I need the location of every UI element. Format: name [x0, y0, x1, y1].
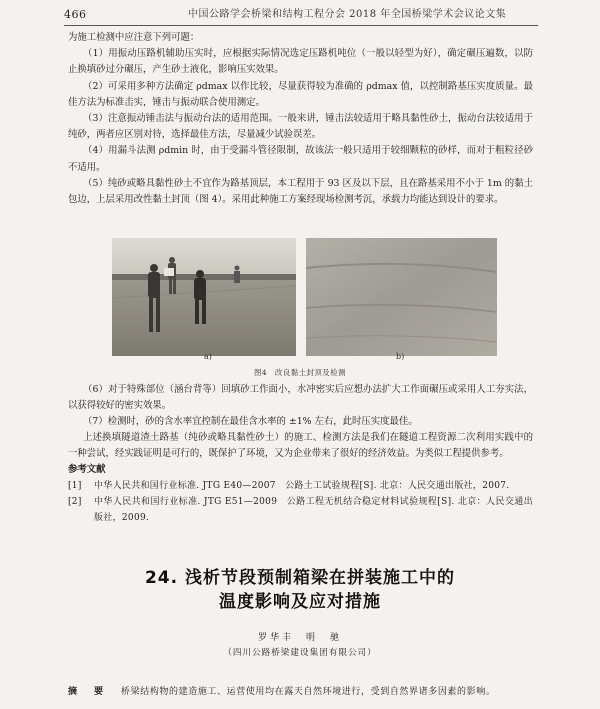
figure-4	[112, 238, 510, 358]
abstract	[68, 684, 538, 697]
running-title: 中国公路学会桥梁和结构工程分会 2018 年全国桥梁学术会议论文集	[188, 9, 507, 20]
list-item: （7）检测时，砂的含水率宜控制在最佳含水率的 ±1% 左右，此时压实度最佳。	[83, 416, 418, 427]
figure-label-b: b)	[396, 352, 405, 361]
article-title	[0, 566, 600, 614]
list-item: （2）可采用多种方法确定 ρdmax 以作比较，尽量获得较为准确的 ρdmax 值，以控制路基压实度质量。最佳方法为标准击实，锤击与振动联合使用测定。	[68, 80, 533, 108]
page-number: 466	[64, 8, 87, 21]
photo-b-image	[306, 238, 497, 356]
intro-paragraph: 为施工检测中应注意下列可题：	[68, 32, 200, 43]
list-item: （4）用漏斗法测 ρdmin 时，由于受漏斗管径限制，故该法一般只适用于较细颗粒的砂样，而对于粗粒径砂不适用。	[68, 145, 533, 173]
reference-text: 中华人民共和国行业标准. JTG E51—2009 公路工程无机结合稳定材料试验规程[S]. 北京：人民交通出版社，2009.	[94, 497, 533, 523]
conclusion-paragraph: 上述换填隧道渣土路基（纯砂或略具黏性砂土）的施工、检测方法是我们在隧道工程资源二次利用实践中的一种尝试，经实践证明是可行的，既保护了环境，又为企业带来了很好的经济效益。为类似工程提供参考。	[68, 432, 533, 459]
reference-item	[68, 494, 533, 526]
photo-a-image	[112, 238, 296, 356]
photo-a	[112, 238, 296, 356]
list-item: （6）对于特殊部位（涵台背等）回填砂工作面小，水冲密实后应想办法扩大工作面碾压或采用人工夯实法，以获得较好的密实效果。	[68, 384, 533, 411]
body-text-lower	[68, 382, 533, 526]
header-rule	[64, 25, 538, 26]
body-text-upper	[68, 30, 533, 208]
running-header	[64, 7, 538, 23]
affiliation: （四川公路桥梁建设集团有限公司）	[223, 648, 377, 658]
list-item: （3）注意振动锤击法与振动台法的适用范围。一般来讲，锤击法较适用于略具黏性砂土，振动台法较适用于纯砂，两者应区别对待，选择最佳方法，尽量减少试验误差。	[68, 113, 533, 141]
abstract-label: 摘 要	[68, 687, 108, 697]
abstract-text: 桥梁结构物的建造施工、运营使用均在露天自然环境进行，受到自然界诸多因素的影响。	[121, 687, 496, 697]
figure-label-a: a)	[204, 352, 212, 361]
article-title-line-1: 24. 浅析节段预制箱梁在拼装施工中的	[144, 568, 456, 588]
figure-caption: 图4 改良黏土封顶及检测	[253, 368, 346, 377]
reference-item	[68, 478, 533, 494]
list-item: （5）纯砂或略具黏性砂土不宜作为路基顶层，本工程用于 93 区及以下层，且在路基采用不小于 1m 的黏土包边，上层采用改性黏土封顶（图 4）。采用此种施工方案经现场检测考沉，承载力均能达到设计的要求。	[68, 177, 533, 206]
references-heading: 参考文献	[68, 464, 106, 475]
authors: 罗华丰 明 驰	[257, 633, 342, 643]
reference-text: 中华人民共和国行业标准. JTG E40—2007 公路土工试验规程[S]. 北京：人民交通出版社，2007.	[94, 481, 510, 491]
photo-b	[306, 238, 497, 356]
reference-number: [2]	[68, 497, 82, 507]
list-item: （1）用振动压路机辅助压实时，应根据实际情况选定压路机吨位（一般以轻型为好），确定碾压遍数，以防止换填砂过分碾压，产生砂土液化，影响压实效果。	[68, 48, 533, 76]
article-title-line-2: 温度影响及应对措施	[219, 592, 381, 612]
reference-number: [1]	[68, 481, 82, 491]
